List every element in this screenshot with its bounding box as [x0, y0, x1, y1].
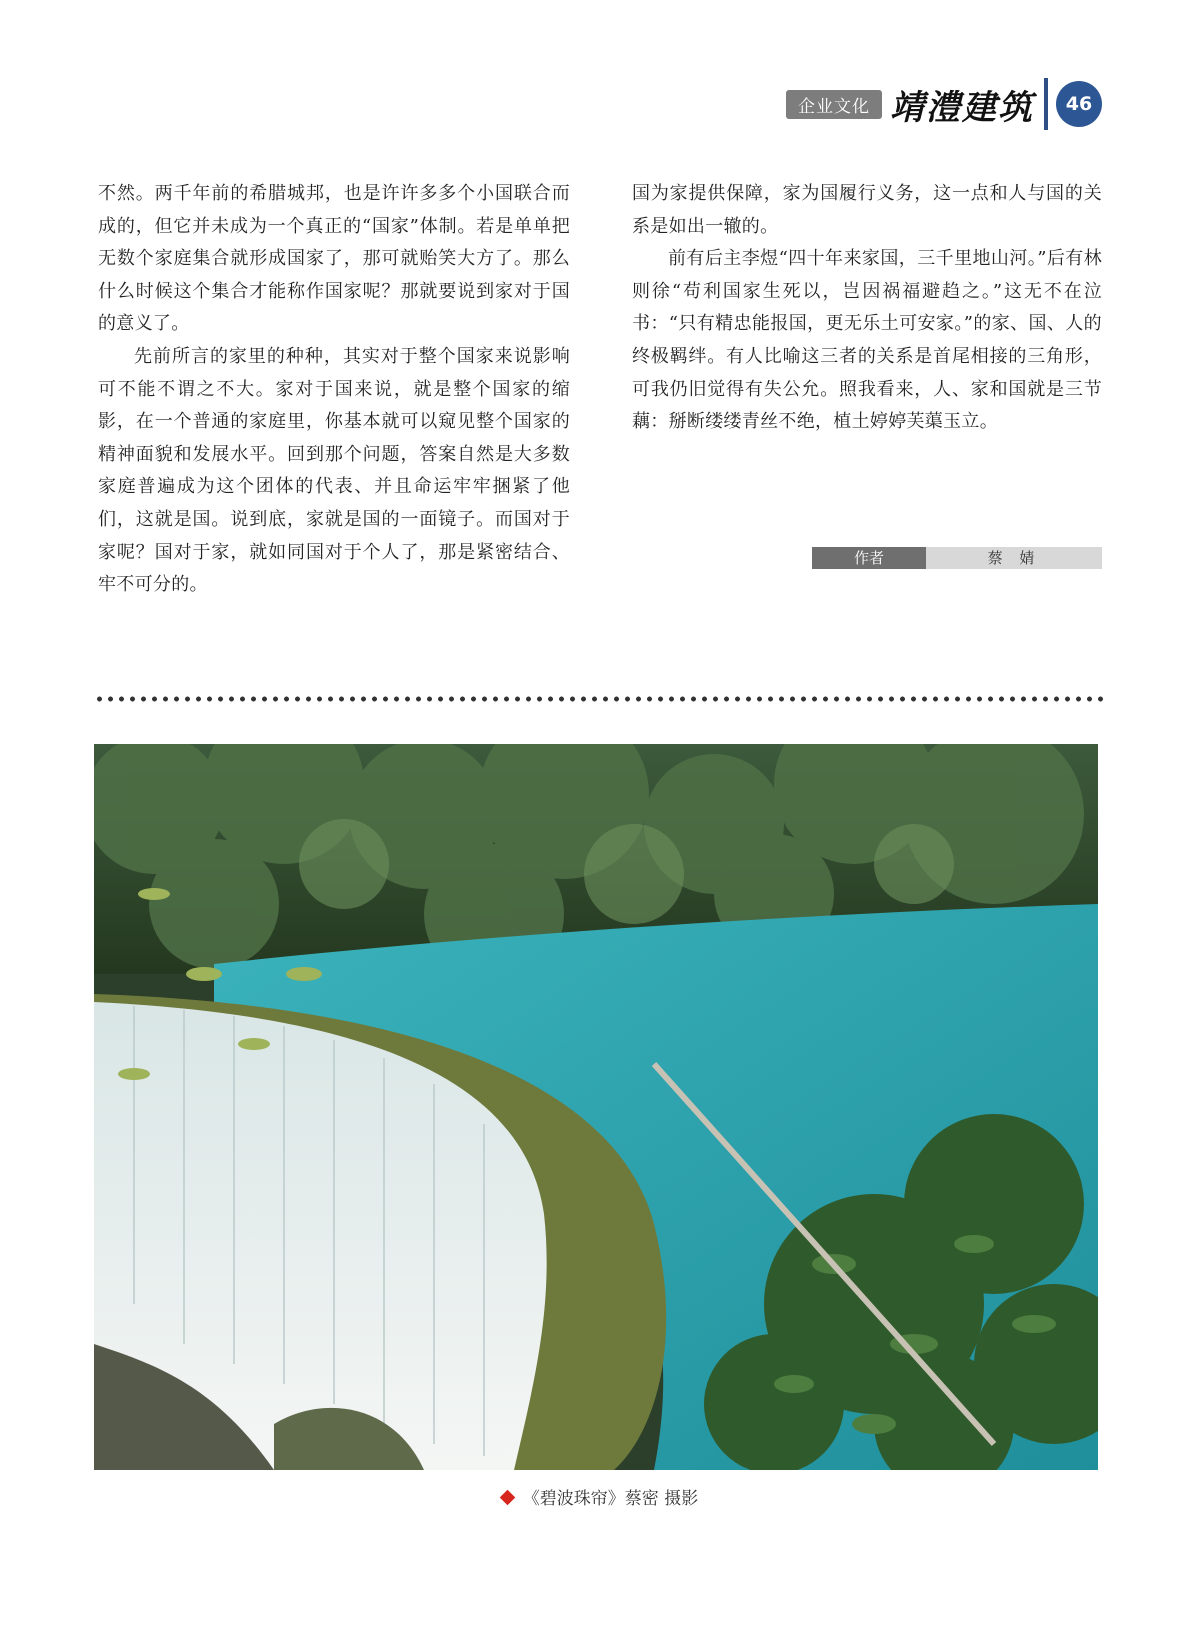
page-header [786, 78, 1102, 130]
caption-text: 《碧波珠帘》蔡密 摄影 [522, 1489, 699, 1509]
author-name: 蔡 婧 [926, 547, 1102, 569]
waterfall-photo [94, 744, 1098, 1470]
section-tag: 企业文化 [786, 90, 882, 119]
article-column-right [632, 178, 1102, 439]
diamond-icon [500, 1490, 516, 1506]
article-column-left [98, 178, 570, 602]
dotted-divider [94, 696, 1106, 702]
paragraph: 前有后主李煜“四十年来家国，三千里地山河。”后有林则徐“苟利国家生死以，岂因祸福避趋之。”这无不在泣书：“只有精忠能报国，更无乐土可安家。”的家、国、人的终极羁绊。有人比喻这三者的关系是首尾相接的三角形，可我仍旧觉得有失公允。照我看来，人、家和国就是三节藕：掰断缕缕青丝不绝，植土婷婷芙蕖玉立。 [632, 248, 1102, 433]
paragraph: 不然。两千年前的希腊城邦，也是许许多多个小国联合而成的，但它并未成为一个真正的“国家”体制。若是单单把无数个家庭集合就形成国家了，那可就贻笑大方了。那么什么时候这个集合才能称作国家呢？那就要说到家对于国的意义了。 [98, 183, 570, 335]
author-bar [812, 547, 1102, 569]
brand-logo: 靖澧建筑 [890, 87, 1034, 128]
paragraph: 先前所言的家里的种种，其实对于整个国家来说影响可不能不谓之不大。家对于国来说，就是整个国家的缩影，在一个普通的家庭里，你基本就可以窥见整个国家的精神面貌和发展水平。回到那个问题，答案自然是大多数家庭普遍成为这个团体的代表、并且命运牢牢捆紧了他们，这就是国。说到底，家就是国的一面镜子。而国对于家呢？国对于家，就如同国对于个人了，那是紧密结合、牢不可分的。 [98, 345, 570, 596]
photo-caption [0, 1484, 1200, 1509]
paragraph: 国为家提供保障，家为国履行义务，这一点和人与国的关系是如出一辙的。 [632, 183, 1102, 237]
author-label: 作者 [812, 547, 926, 569]
header-divider [1044, 78, 1048, 130]
page-number: 46 [1056, 81, 1102, 127]
